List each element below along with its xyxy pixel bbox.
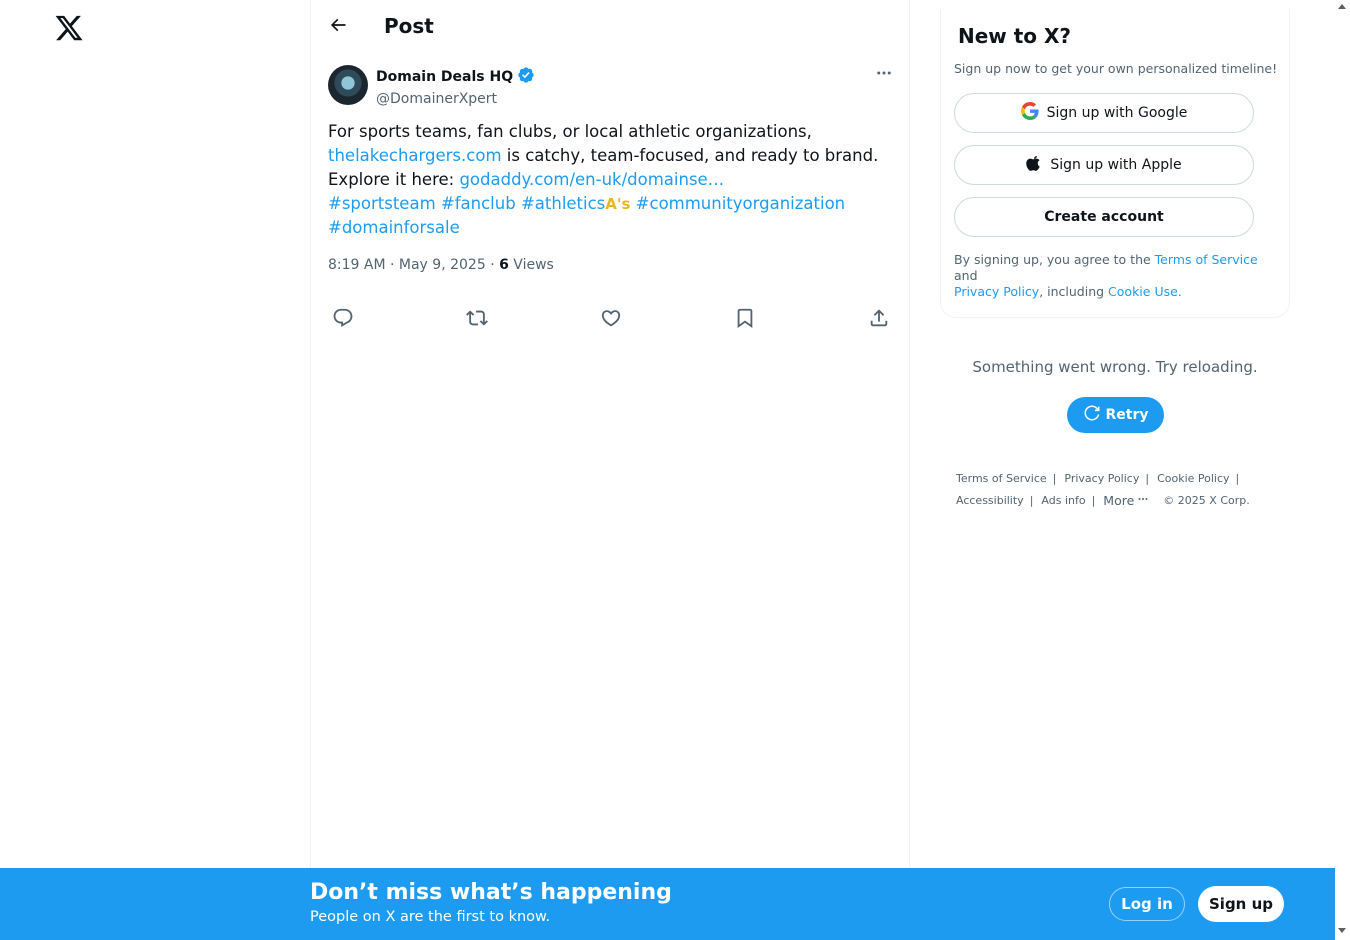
error-message: Something went wrong. Try reloading. xyxy=(972,358,1258,376)
hashtag-link[interactable]: #communityorganization xyxy=(635,194,846,213)
legal-text: , including xyxy=(1039,284,1109,299)
post-author xyxy=(376,66,535,107)
footer-row xyxy=(956,493,1286,508)
like-button[interactable] xyxy=(595,304,627,336)
footer-accessibility-link[interactable]: Accessibility xyxy=(956,494,1024,507)
legal-text: and xyxy=(954,268,978,283)
external-link[interactable]: godaddy.com/en-uk/domainse… xyxy=(459,170,725,189)
create-account-label: Create account xyxy=(1044,209,1164,225)
signup-legal-text xyxy=(954,252,1284,300)
cookie-use-link[interactable]: Cookie Use. xyxy=(1108,284,1182,299)
verified-badge-icon xyxy=(517,66,535,88)
footer-separator: | xyxy=(1052,472,1057,485)
x-logo-icon[interactable] xyxy=(54,13,84,43)
footer-links xyxy=(956,472,1286,516)
heart-icon xyxy=(600,307,622,333)
post-text-span: is catchy, team-focused, and ready to brand. xyxy=(501,146,879,165)
footer-ads-link[interactable]: Ads info xyxy=(1041,494,1086,507)
signup-button[interactable]: Sign up xyxy=(1198,886,1284,922)
hashtag-link[interactable]: #sportsteam xyxy=(328,194,436,213)
signup-subtitle: Sign up now to get your own personalized timeline! xyxy=(954,61,1278,76)
post-text-line xyxy=(328,144,888,168)
share-icon xyxy=(868,307,890,333)
arrow-left-icon xyxy=(328,15,348,39)
footer-separator: | xyxy=(1235,472,1240,485)
signup-card xyxy=(940,10,1290,318)
google-signup-button[interactable] xyxy=(954,93,1254,133)
post-text-line xyxy=(328,216,888,240)
domain-link[interactable]: thelakechargers.com xyxy=(328,146,502,165)
footer-terms-link[interactable]: Terms of Service xyxy=(956,472,1047,485)
banner-subtitle: People on X are the first to know. xyxy=(310,909,551,925)
post-text-line xyxy=(328,192,888,216)
post-actions xyxy=(311,302,911,338)
footer-row xyxy=(956,472,1286,485)
repost-button[interactable] xyxy=(461,304,493,336)
error-card xyxy=(940,348,1290,454)
hashtag-link[interactable]: #athletics xyxy=(520,194,606,213)
footer-more-label: More xyxy=(1103,493,1135,508)
apple-icon xyxy=(1026,154,1042,176)
footer-more-button[interactable] xyxy=(1103,493,1149,508)
apple-signup-button[interactable] xyxy=(954,145,1254,185)
post-text-line xyxy=(328,168,888,192)
scrollbar[interactable] xyxy=(1335,0,1350,940)
more-horizontal-icon xyxy=(875,64,893,86)
footer-cookie-link[interactable]: Cookie Policy xyxy=(1157,472,1230,485)
post-timestamp[interactable]: 8:19 AM · May 9, 2025 xyxy=(328,257,486,273)
signup-banner xyxy=(0,868,1335,940)
bookmark-icon xyxy=(734,307,756,333)
avatar[interactable] xyxy=(328,65,368,105)
footer-copyright: © 2025 X Corp. xyxy=(1163,494,1250,507)
scroll-down-arrow-icon[interactable] xyxy=(1338,928,1346,933)
post-text-span: Explore it here: xyxy=(328,170,460,189)
footer-separator: | xyxy=(1091,494,1096,507)
hashtag-link[interactable]: #domainforsale xyxy=(328,218,460,237)
hashtag-link[interactable]: #fanclub xyxy=(440,194,516,213)
meta-separator: · xyxy=(490,257,500,273)
views-label: Views xyxy=(513,257,554,273)
post-header xyxy=(311,0,911,54)
privacy-link[interactable]: Privacy Policy xyxy=(954,284,1040,299)
footer-separator: | xyxy=(1145,472,1150,485)
athletics-emoji: A's xyxy=(605,195,631,213)
retry-label: Retry xyxy=(1105,407,1149,423)
page-title: Post xyxy=(384,14,434,38)
primary-column xyxy=(310,0,910,868)
footer-privacy-link[interactable]: Privacy Policy xyxy=(1064,472,1140,485)
post-text-line: For sports teams, fan clubs, or local athletic organizations, xyxy=(328,122,812,141)
google-signup-label: Sign up with Google xyxy=(1046,105,1188,121)
retry-button[interactable] xyxy=(1067,397,1164,433)
banner-title: Don’t miss what’s happening xyxy=(310,880,672,905)
create-account-button[interactable] xyxy=(954,197,1254,237)
google-icon xyxy=(1021,102,1039,124)
reply-icon xyxy=(332,307,354,333)
reply-button[interactable] xyxy=(327,304,359,336)
bookmark-button[interactable] xyxy=(729,304,761,336)
apple-signup-label: Sign up with Apple xyxy=(1050,157,1182,173)
post-meta xyxy=(328,257,554,273)
author-handle[interactable]: @DomainerXpert xyxy=(376,91,498,107)
back-button[interactable] xyxy=(323,12,353,42)
legal-text: By signing up, you agree to the xyxy=(954,252,1155,267)
author-name-row[interactable] xyxy=(376,66,535,88)
login-button[interactable]: Log in xyxy=(1109,887,1185,921)
author-name[interactable]: Domain Deals HQ xyxy=(376,69,514,85)
more-options-button[interactable] xyxy=(873,64,895,86)
views-count: 6 xyxy=(499,257,509,273)
post-text xyxy=(328,120,888,240)
refresh-icon xyxy=(1083,404,1101,426)
scroll-up-arrow-icon[interactable] xyxy=(1338,4,1346,9)
footer-separator: | xyxy=(1029,494,1034,507)
share-button[interactable] xyxy=(863,304,895,336)
terms-link[interactable]: Terms of Service xyxy=(1154,252,1258,267)
signup-title: New to X? xyxy=(958,24,1072,48)
repost-icon xyxy=(466,307,488,333)
more-horizontal-icon xyxy=(1137,493,1149,508)
